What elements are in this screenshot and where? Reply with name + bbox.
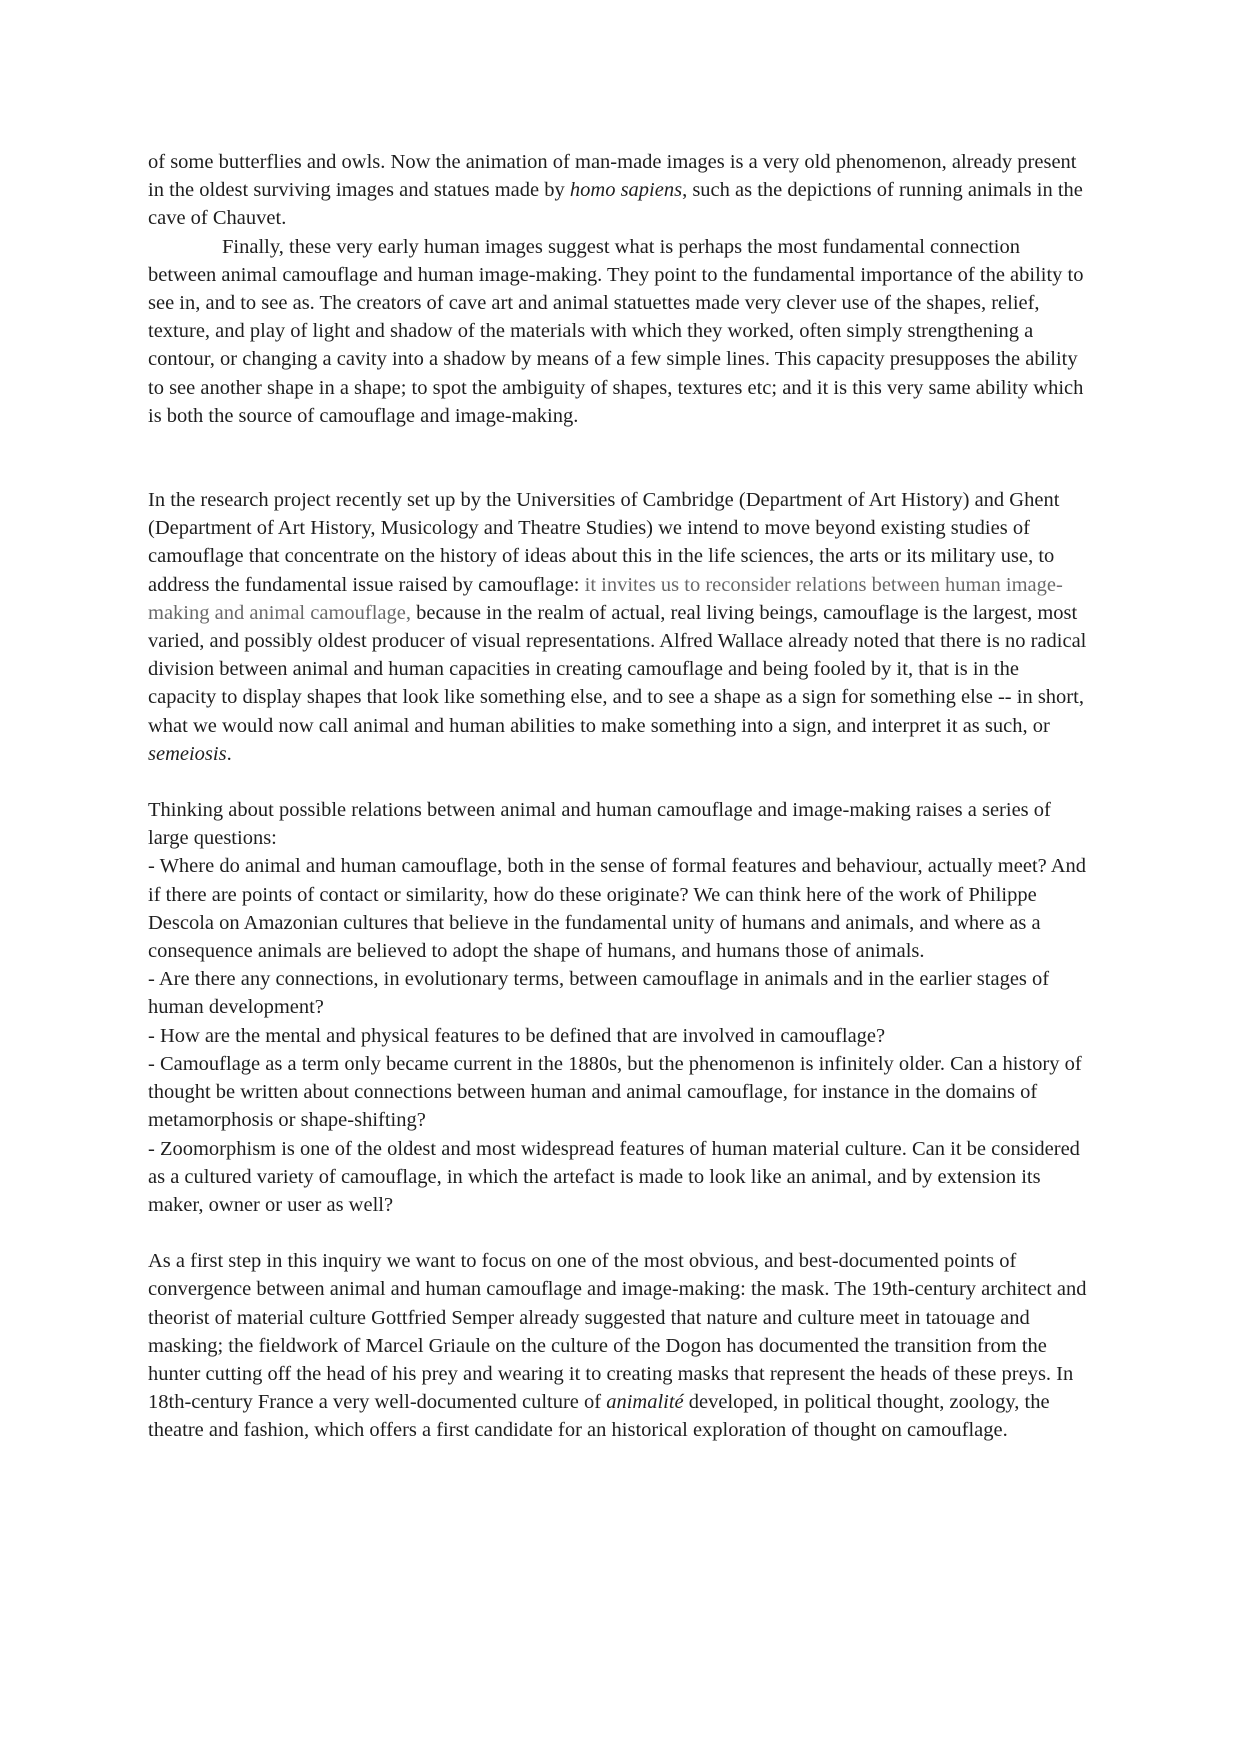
- paragraph-spacer: [148, 430, 1092, 486]
- italic-term: semeiosis: [148, 742, 227, 765]
- text-run: because in the realm of actual, real living beings, camouflage is the largest, most varied, and possibly oldest producer of visual representations. Alfred Wallace already noted that there is no radical division between animal and human capacities in creating camouflage and being fooled by it, that is in the capacity to display shapes that look like something else, and to see a shape as a sign for something else -- in short, what we would now call animal and human abilities to make something into a sign, and interpret it as such, or: [148, 601, 1087, 737]
- italic-term: animalité: [606, 1391, 684, 1414]
- paragraph-research-project: [148, 486, 1092, 768]
- paragraph-spacer: [148, 768, 1092, 796]
- text-run: of some butterflies and owls. Now the animation of man-made images is a very old phenomenon, already present in the oldest surviving images and statues made by: [148, 151, 1077, 202]
- paragraph-questions-intro: Thinking about possible relations between animal and human camouflage and image-making raises a series of large questions:: [148, 799, 1051, 850]
- question-item: - Zoomorphism is one of the oldest and most widespread features of human material culture. Can it be considered as a cultured variety of camouflage, in which the artefact is made to look like an animal, and by extension its maker, owner or user as well?: [148, 1137, 1080, 1216]
- text-run: developed, in political thought, zoology, the theatre and fashion, which offers a first candidate for an historical exploration of thought on camouflage.: [148, 1391, 1050, 1442]
- highlighted-text: it invites us to reconsider relations between human image-making and animal camouflage,: [148, 573, 1063, 624]
- question-item: - Where do animal and human camouflage, both in the sense of formal features and behaviour, actually meet? And if there are points of contact or similarity, how do these originate? We can think here of the work of Philippe Descola on Amazonian cultures that believe in the fundamental unity of humans and animals, and where as a consequence animals are believed to adopt the shape of humans, and humans those of animals.: [148, 855, 1087, 963]
- text-run: As a first step in this inquiry we want to focus on one of the most obvious, and best-documented points of convergence between animal and human camouflage and image-making: the mask. The 19th-century architect and theorist of material culture Gottfried Semper already suggested that nature and culture meet in tatouage and masking; the fieldwork of Marcel Griaule on the culture of the Dogon has documented the transition from the hunter cutting off the head of his prey and wearing it to creating masks that represent the heads of these preys. In 18th-century France a very well-documented culture of: [148, 1250, 1087, 1414]
- question-item: - How are the mental and physical features to be defined that are involved in camouflage?: [148, 1024, 886, 1047]
- question-item: - Are there any connections, in evolutionary terms, between camouflage in animals and in the earlier stages of human development?: [148, 968, 1050, 1019]
- text-run: , such as the depictions of running animals in the cave of Chauvet.: [148, 179, 1083, 230]
- paragraph-chauvet: [148, 148, 1092, 233]
- text-run: In the research project recently set up by the Universities of Cambridge (Department of Art History) and Ghent (Department of Art History, Musicology and Theatre Studies) we intend to move beyond existing studies of camouflage that concentrate on the history of ideas about this in the life sciences, the arts or its military use, to address the fundamental issue raised by camouflage:: [148, 489, 1060, 596]
- body-text: [148, 148, 1092, 1445]
- paragraph-spacer: [148, 1219, 1092, 1247]
- paragraph-mask: [148, 1247, 1092, 1444]
- paragraph-cave-art: Finally, these very early human images suggest what is perhaps the most fundamental connection between animal camouflage and human image-making. They point to the fundamental importance of the ability to see in, and to see as. The creators of cave art and animal statuettes made very clever use of the shapes, relief, texture, and play of light and shadow of the materials with which they worked, often simply strengthening a contour, or changing a cavity into a shadow by means of a few simple lines. This capacity presupposes the ability to see another shape in a shape; to spot the ambiguity of shapes, textures etc; and it is this very same ability which is both the source of camouflage and image-making.: [148, 235, 1084, 427]
- italic-term: homo sapiens: [569, 179, 683, 202]
- text-run: .: [226, 742, 232, 765]
- question-item: - Camouflage as a term only became current in the 1880s, but the phenomenon is infinitely older. Can a history of thought be written about connections between human and animal camouflage, for instance in the domains of metamorphosis or shape-shifting?: [148, 1052, 1082, 1132]
